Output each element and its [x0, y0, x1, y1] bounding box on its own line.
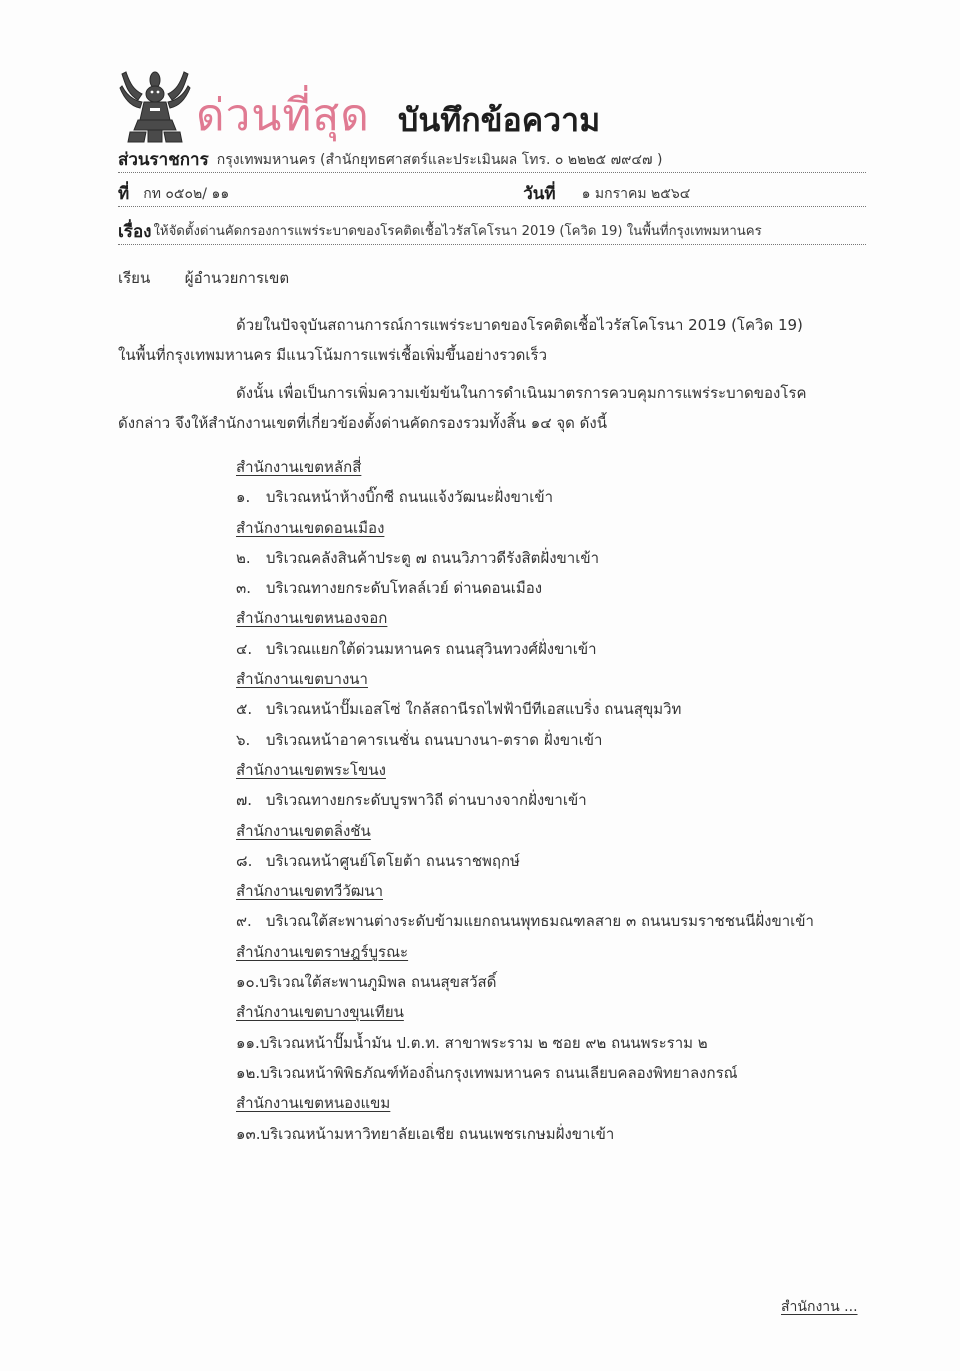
date-label: วันที่ [523, 184, 556, 204]
district-office-heading: สำนักงานเขตพระโขนง [236, 760, 386, 779]
reference-label: ที่ [118, 184, 130, 204]
subject-label: เรื่อง [118, 222, 152, 242]
reference-date-field [118, 178, 866, 207]
agency-label: ส่วนราชการ [118, 150, 209, 170]
district-office-heading: สำนักงานเขตหนองแขม [236, 1094, 391, 1113]
district-office-heading: สำนักงานเขตทวีวัฒนา [236, 882, 383, 901]
checkpoint-item: ๑๓.บริเวณหน้ามหาวิทยาลัยเอเชีย ถนนเพชรเกษมฝั่งขาเข้า [236, 1124, 615, 1143]
memo-title: บันทึกข้อความ [398, 101, 601, 139]
checkpoint-item: ๑๑.บริเวณหน้าปั๊มน้ำมัน ป.ต.ท. สาขาพระราม ๒ ซอย ๙๒ ถนนพระราม ๒ [236, 1033, 708, 1052]
salutation-value: ผู้อำนวยการเขต [184, 269, 290, 287]
para2-line2: ดังกล่าว จึงให้สำนักงานเขตที่เกี่ยวข้องตั้งด่านคัดกรองรวมทั้งสิ้น ๑๔ จุด ดังนี้ [118, 414, 607, 432]
checkpoint-item: ๔. บริเวณแยกใต้ด่วนมหานคร ถนนสุวินทวงศ์ฝั่งขาเข้า [236, 639, 597, 658]
para1-line1: ด้วยในปัจจุบันสถานการณ์การแพร่ระบาดของโรคติดเชื้อไวรัสโคโรนา 2019 (โควิด 19) [236, 316, 803, 334]
district-office-heading: สำนักงานเขตดอนเมือง [236, 518, 385, 537]
district-office-heading: สำนักงานเขตตลิ่งชัน [236, 821, 371, 840]
checkpoint-item: ๗. บริเวณทางยกระดับบูรพาวิถี ด่านบางจากฝั่งขาเข้า [236, 791, 587, 810]
agency-field [118, 144, 866, 173]
para2-line1: ดังนั้น เพื่อเป็นการเพิ่มความเข้มข้นในการดำเนินมาตรการควบคุมการแพร่ระบาดของโรค [236, 384, 807, 402]
para1-line2: ในพื้นที่กรุงเทพมหานคร มีแนวโน้มการแพร่เชื้อเพิ่มขึ้นอย่างรวดเร็ว [118, 346, 547, 364]
subject-value: ให้จัดตั้งด่านคัดกรองการแพร่ระบาดของโรคติดเชื้อไวรัสโคโรนา 2019 (โควิด 19) ในพื้นที่กรุงเทพมหานคร [153, 224, 762, 239]
continuation-marker: สำนักงาน ... [781, 1299, 858, 1315]
checkpoint-item: ๑๒.บริเวณหน้าพิพิธภัณฑ์ท้องถิ่นกรุงเทพมหานคร ถนนเลียบคลองพิทยาลงกรณ์ [236, 1063, 738, 1082]
district-office-heading: สำนักงานเขตราษฎร์บูรณะ [236, 942, 409, 961]
district-office-heading: สำนักงานเขตบางขุนเทียน [236, 1003, 404, 1022]
reference-value: กท ๐๕๐๒/ ๑๑ [143, 186, 230, 202]
checkpoint-item: ๘. บริเวณหน้าศูนย์โตโยต้า ถนนราชพฤกษ์ [236, 851, 520, 870]
urgency-stamp: ด่วนที่สุด [196, 90, 370, 141]
district-office-heading: สำนักงานเขตหลักสี่ [236, 458, 362, 476]
salutation-label: เรียน [118, 269, 151, 287]
district-office-heading: สำนักงานเขตบางนา [236, 670, 368, 689]
body-paragraph-2 [118, 378, 874, 438]
checkpoint-item: ๙. บริเวณใต้สะพานต่างระดับข้ามแยกถนนพุทธมณฑลสาย ๓ ถนนบรมราชชนนีฝั่งขาเข้า [236, 912, 814, 931]
checkpoint-item: ๖. บริเวณหน้าอาคารเนชั่น ถนนบางนา-ตราด ฝั่งขาเข้า [236, 730, 603, 749]
agency-value: กรุงเทพมหานคร (สำนักยุทธศาสตร์และประเมินผล โทร. ๐ ๒๒๒๕ ๗๙๔๗ ) [216, 152, 663, 168]
checkpoint-item: ๕. บริเวณหน้าปั๊มเอสโซ่ ใกล้สถานีรถไฟฟ้าบีทีเอสแบริ่ง ถนนสุขุมวิท [236, 700, 682, 719]
district-office-heading: สำนักงานเขตหนองจอก [236, 609, 388, 628]
garuda-emblem-icon [116, 64, 194, 148]
date-value: ๑ มกราคม ๒๕๖๔ [581, 186, 691, 202]
checkpoint-item: ๓. บริเวณทางยกระดับโทลล์เวย์ ด่านดอนเมือง [236, 579, 543, 598]
subject-field [118, 216, 866, 245]
checkpoint-item: ๑. บริเวณหน้าห้างบิ๊กซี ถนนแจ้งวัฒนะฝั่งขาเข้า [236, 488, 554, 507]
checkpoint-item: ๒. บริเวณคลังสินค้าประตู ๗ ถนนวิภาวดีรังสิตฝั่งขาเข้า [236, 548, 600, 567]
salutation [118, 266, 289, 290]
checkpoint-list [236, 452, 876, 1149]
body-paragraph-1 [118, 310, 874, 370]
checkpoint-item: ๑๐.บริเวณใต้สะพานภูมิพล ถนนสุขสวัสดิ์ [236, 973, 497, 992]
